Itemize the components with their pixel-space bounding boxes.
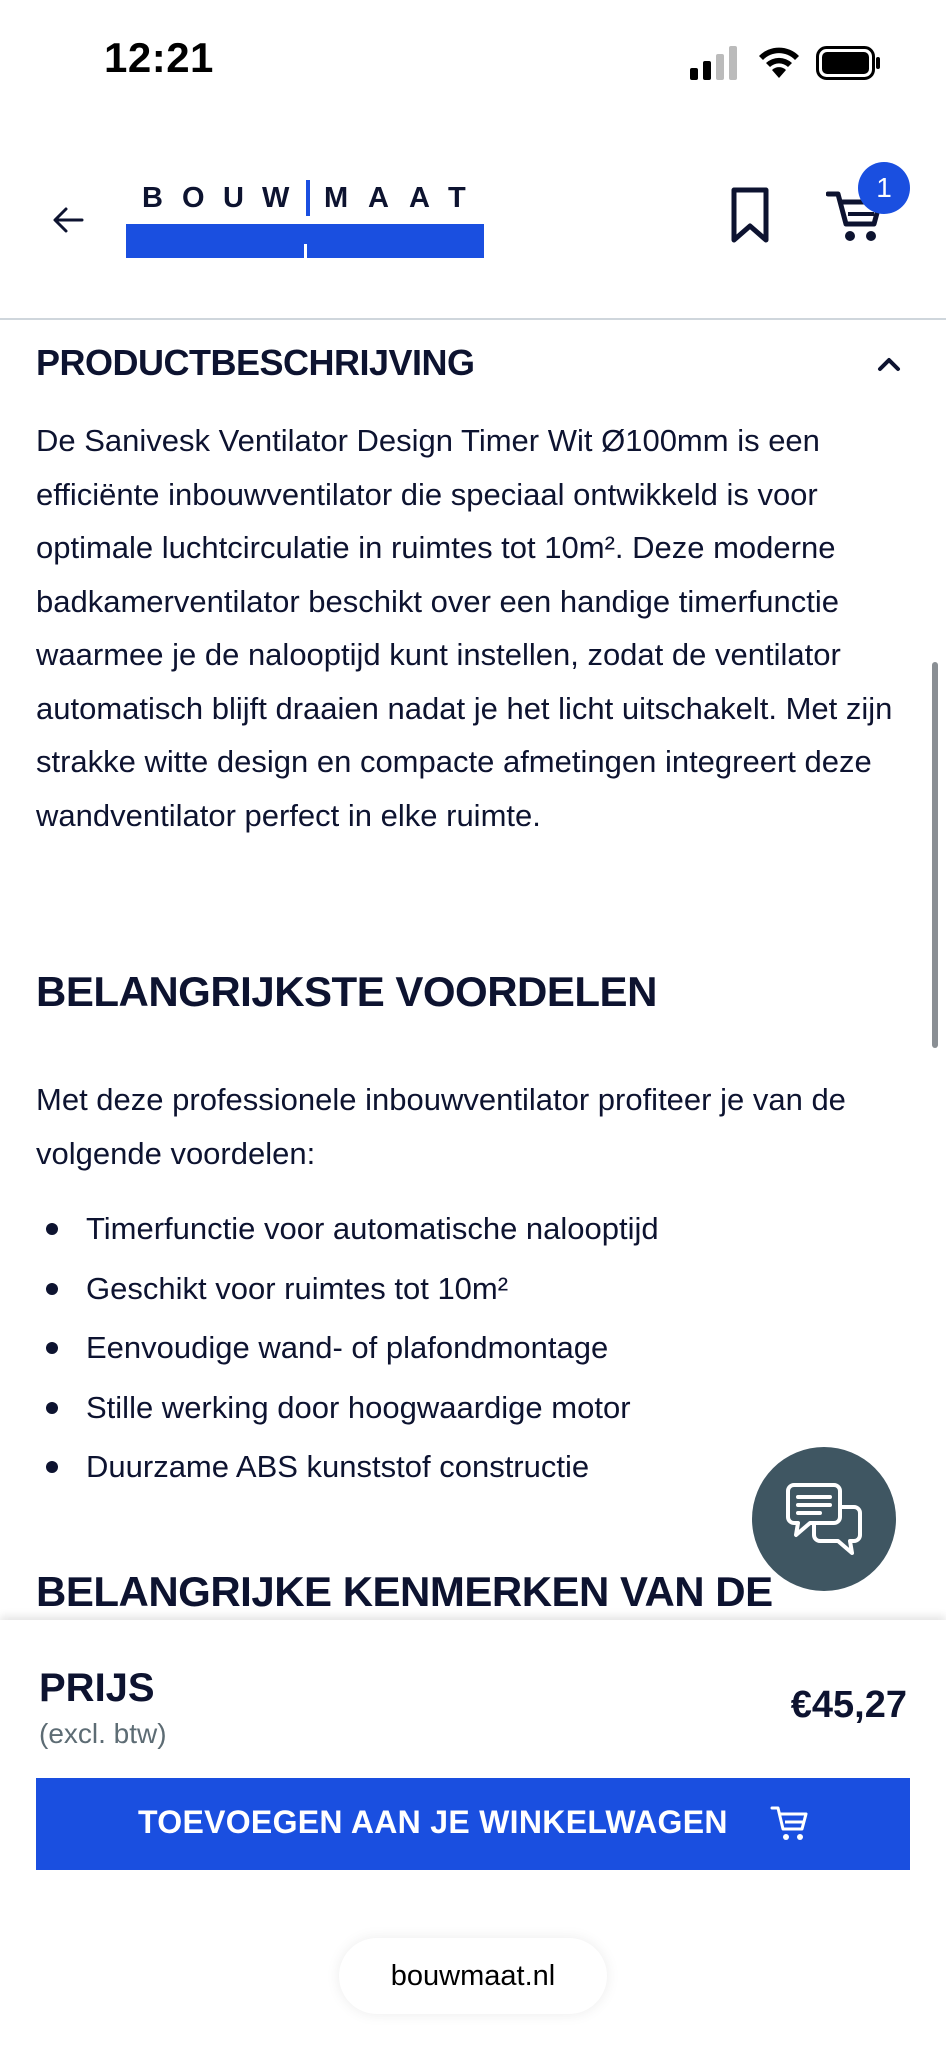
signal-icon	[690, 46, 738, 80]
section-title: PRODUCTBESCHRIJVING	[36, 342, 475, 383]
logo-letter: U	[223, 182, 244, 214]
logo-bar	[126, 224, 484, 258]
description-text: De Sanivesk Ventilator Design Timer Wit Ø100mm is een efficiënte inbouwventilator die speciaal ontwikkeld is voor optimale luchtcirculatie in ruimtes tot 10m². Deze moderne badkamerventilator beschikt over een handige timerfunctie waarmee je de nalooptijd kunt instellen, zodat de ventilator automatisch blijft draaien nadat je het licht uitschakelt. Met zijn strakke witte design en compacte afmetingen integreert deze wandventilator perfect in elke ruimte.	[36, 423, 893, 833]
app-header	[0, 120, 946, 320]
logo-letter: T	[448, 182, 466, 214]
logo-wordmark	[126, 182, 484, 222]
wifi-icon	[758, 44, 800, 80]
logo-bar-tick	[304, 244, 307, 258]
battery-icon	[816, 46, 882, 80]
bookmark-icon[interactable]	[726, 186, 774, 244]
back-arrow-icon[interactable]	[46, 198, 90, 242]
cart-count-badge[interactable]: 1	[858, 162, 910, 214]
cart-icon	[770, 1804, 810, 1842]
chevron-up-icon[interactable]	[876, 354, 902, 374]
status-bar	[0, 0, 946, 120]
benefits-list	[36, 1208, 910, 1506]
benefits-heading: BELANGRIJKSTE VOORDELEN	[36, 968, 657, 1015]
chat-icon	[784, 1481, 864, 1557]
list-item: Stille werking door hoogwaardige motor	[36, 1387, 910, 1447]
logo-letter: A	[368, 182, 389, 214]
status-time: 12:21	[104, 34, 214, 81]
list-item: Duurzame ABS kunststof constructie	[36, 1446, 910, 1506]
logo-letter: O	[182, 182, 205, 214]
logo-divider	[306, 180, 310, 216]
bouwmaat-logo[interactable]	[126, 180, 484, 260]
add-to-cart-button[interactable]	[36, 1778, 910, 1870]
benefits-intro: Met deze professionele inbouwventilator profiteer je van de volgende voordelen:	[36, 1082, 846, 1171]
description-accordion-header[interactable]	[36, 342, 910, 392]
price-value: €45,27	[790, 1684, 907, 1726]
logo-letter: B	[142, 182, 163, 214]
features-heading: BELANGRIJKE KENMERKEN VAN DE	[36, 1568, 773, 1615]
price-vat-note: (excl. btw)	[39, 1718, 167, 1749]
list-item: Geschikt voor ruimtes tot 10m²	[36, 1268, 910, 1328]
price-label: PRIJS	[39, 1666, 155, 1710]
list-item: Timerfunctie voor automatische nalooptijd	[36, 1208, 910, 1268]
logo-letter: M	[324, 182, 349, 214]
chat-button[interactable]	[752, 1447, 896, 1591]
add-to-cart-label: TOEVOEGEN AAN JE WINKELWAGEN	[138, 1804, 728, 1840]
logo-letter: W	[262, 182, 290, 214]
browser-url-bar[interactable]: bouwmaat.nl	[339, 1938, 607, 2014]
logo-letter: A	[409, 182, 430, 214]
list-item: Eenvoudige wand- of plafondmontage	[36, 1327, 910, 1387]
scrollbar[interactable]	[932, 662, 938, 1048]
